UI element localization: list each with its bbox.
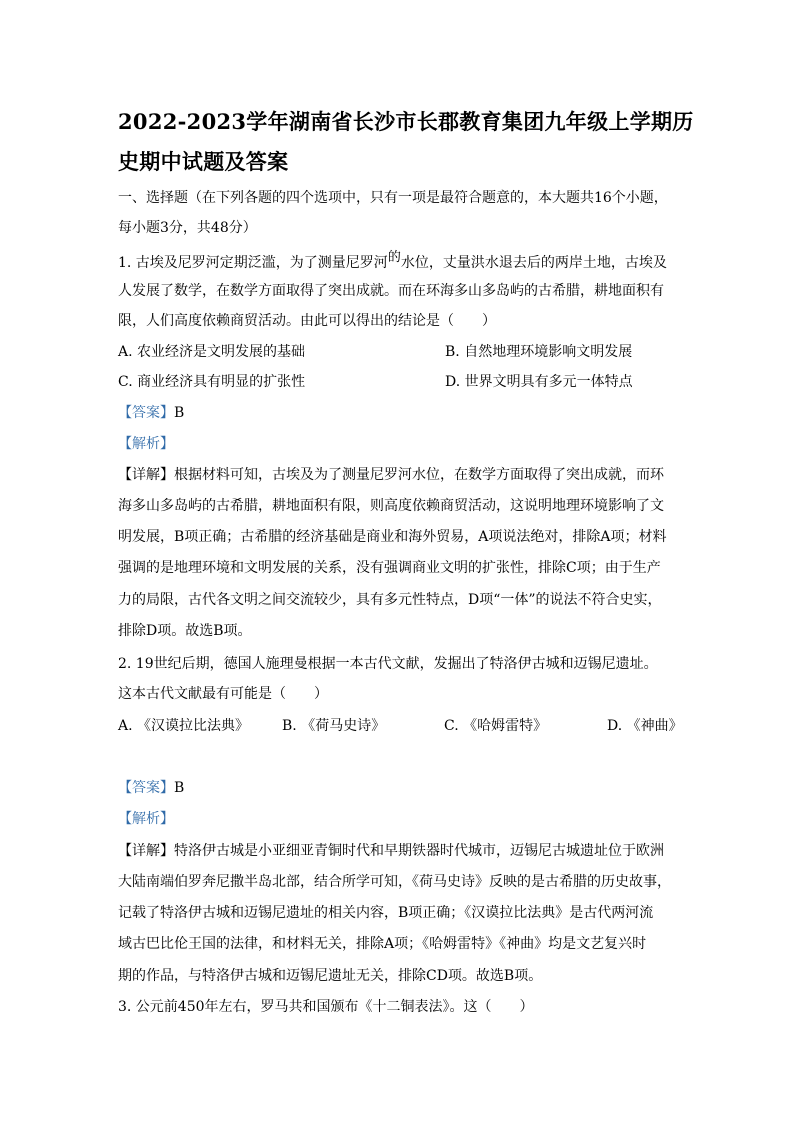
section-instruction-line-2: 每小题3分，共48分） xyxy=(118,220,257,236)
q2-detail-line-3: 记载了特洛伊古城和迈锡尼遗址的相关内容，B项正确；《汉谟拉比法典》是古代两河流 xyxy=(118,905,654,921)
q1-stem-line-1 xyxy=(118,250,667,274)
q2-detail-line-2: 大陆南端伯罗奔尼撒半岛北部，结合所学可知，《荷马史诗》反映的是古希腊的历史故事， xyxy=(118,874,671,890)
q1-detail-line-2: 海多山多岛屿的古希腊，耕地面积有限，则高度依赖商贸活动，这说明地理环境影响了文 xyxy=(118,498,664,514)
q1-stem-superscript: 的 xyxy=(387,250,401,265)
q2-detail-line-4: 域古巴比伦王国的法律，和材料无关，排除A项；《哈姆雷特》《神曲》均是文艺复兴时 xyxy=(118,936,647,952)
q1-option-b: B. 自然地理环境影响文明发展 xyxy=(445,344,633,360)
q2-detail-line-1 xyxy=(118,841,664,861)
q1-stem-line-3: 限，人们高度依赖商贸活动。由此可以得出的结论是（ ） xyxy=(118,313,496,329)
q1-stem-part-a: 1. 古埃及尼罗河定期泛滥，为了测量尼罗河 xyxy=(118,255,388,271)
q2-analysis-line xyxy=(118,809,174,829)
q1-option-a: A. 农业经济是文明发展的基础 xyxy=(118,344,306,360)
q1-stem-part-b: 水位，丈量洪水退去后的两岸土地，古埃及 xyxy=(400,255,667,271)
q1-option-c: C. 商业经济具有明显的扩张性 xyxy=(118,374,306,390)
q2-option-b: B. 《荷马史诗》 xyxy=(282,718,386,734)
q3-stem-line-1: 3. 公元前450年左右，罗马共和国颁布《十二铜表法》。这（ ） xyxy=(118,999,534,1015)
q1-detail-line-5: 力的局限，古代各文明之间交流较少，具有多元性特点，D项“一体”的说法不符合史实， xyxy=(118,592,662,608)
q2-answer-value: B xyxy=(174,780,185,796)
q1-answer-tag: 【答案】 xyxy=(118,405,174,421)
q1-detail-line-1 xyxy=(118,465,664,485)
doc-title-line-2: 史期中试题及答案 xyxy=(118,149,289,174)
q1-option-d: D. 世界文明具有多元一体特点 xyxy=(445,374,633,390)
q2-detail-tag: 【详解】 xyxy=(118,843,174,859)
q1-detail-line-4: 强调的是地理环境和文明发展的关系，没有强调商业文明的扩张性，排除C项；由于生产 xyxy=(118,560,661,576)
q1-answer-line xyxy=(118,403,184,423)
q1-analysis-line xyxy=(118,434,174,454)
q1-detail-line-3: 明发展，B项正确；古希腊的经济基础是商业和海外贸易，A项说法绝对，排除A项；材料 xyxy=(118,529,667,545)
q1-answer-value: B xyxy=(174,405,185,421)
q2-detail-line-5: 期的作品，与特洛伊古城和迈锡尼遗址无关，排除CD项。故选B项。 xyxy=(118,968,543,984)
q1-detail-tag: 【详解】 xyxy=(118,467,174,483)
q1-detail-line-6: 排除D项。故选B项。 xyxy=(118,623,252,639)
q2-answer-line xyxy=(118,778,184,798)
q2-detail-text-1: 特洛伊古城是小亚细亚青铜时代和早期铁器时代城市，迈锡尼古城遗址位于欧洲 xyxy=(174,843,664,859)
q2-stem-line-2: 这本古代文献最有可能是（ ） xyxy=(118,686,328,702)
q2-option-d: D. 《神曲》 xyxy=(607,718,683,734)
q1-stem-line-2: 人发展了数学，在数学方面取得了突出成就。而在环海多山多岛屿的古希腊，耕地面积有 xyxy=(118,283,664,299)
doc-title-line-1: 2022-2023学年湖南省长沙市长郡教育集团九年级上学期历 xyxy=(118,109,694,134)
q2-option-c: C. 《哈姆雷特》 xyxy=(444,718,548,734)
q2-stem-line-1: 2. 19世纪后期，德国人施理曼根据一本古代文献，发掘出了特洛伊古城和迈锡尼遗址。 xyxy=(118,656,658,672)
q1-analysis-tag: 【解析】 xyxy=(118,436,174,452)
q2-analysis-tag: 【解析】 xyxy=(118,811,174,827)
section-instruction-line-1: 一、选择题（在下列各题的四个选项中，只有一项是最符合题意的，本大题共16个小题， xyxy=(118,190,668,206)
q2-option-a: A. 《汉谟拉比法典》 xyxy=(118,718,250,734)
q2-answer-tag: 【答案】 xyxy=(118,780,174,796)
q1-detail-text-1: 根据材料可知，古埃及为了测量尼罗河水位，在数学方面取得了突出成就，而环 xyxy=(174,467,664,483)
